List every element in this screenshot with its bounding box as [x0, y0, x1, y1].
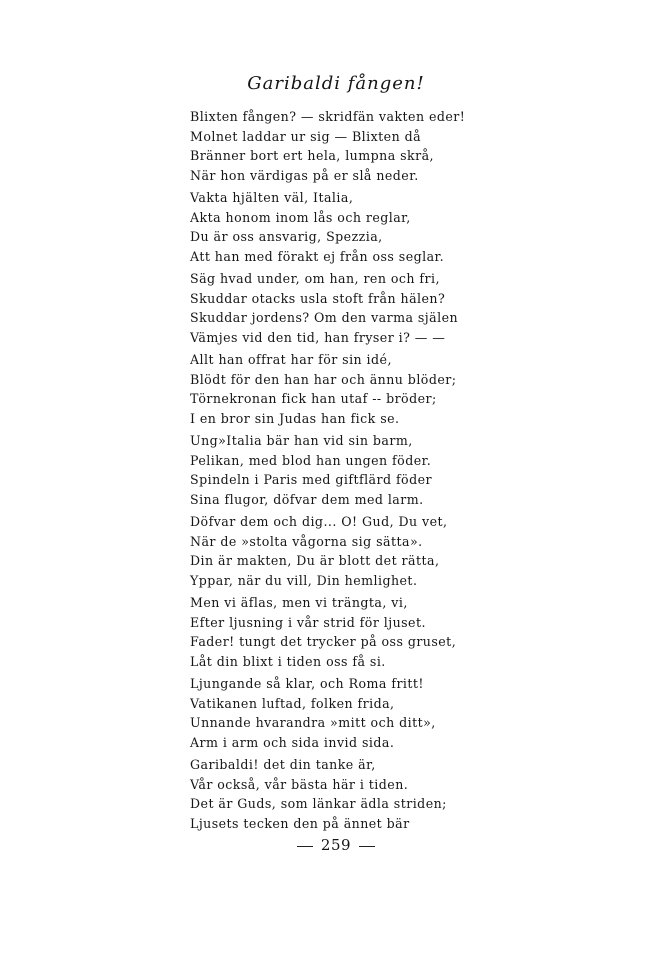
poem-line: Skuddar otacks usla stoft från hälen?: [190, 290, 446, 306]
stanza: [190, 593, 490, 674]
stanza: [190, 674, 490, 755]
poem-line: Unnande hvarandra »mitt och ditt»,: [190, 715, 436, 731]
poem-line: Vår också, vår bästa här i tiden.: [190, 776, 409, 792]
poem-line: Yppar, när du vill, Din hemlighet.: [190, 572, 418, 588]
poem-line: Du är oss ansvarig, Spezzia,: [190, 229, 383, 245]
poem-line: Bränner bort ert hela, lumpna skrå,: [190, 148, 434, 164]
poem-line: När de »stolta vågorna sig sätta».: [190, 533, 423, 549]
poem-line: När hon värdigas på er slå neder.: [190, 167, 419, 183]
poem-line: Döfvar dem och dig... O! Gud, Du vet,: [190, 514, 448, 529]
poem-line: Blödt för den han har och ännu blöder;: [190, 371, 457, 387]
poem-line: Arm i arm och sida invid sida.: [190, 734, 395, 750]
poem-line: Blixten fången? — skridfän vakten eder!: [190, 109, 466, 124]
poem-line: Pelikan, med blod han ungen föder.: [190, 452, 432, 468]
poem-line: Allt han offrat har för sin idé,: [190, 352, 392, 367]
poem-line: Sina flugor, döfvar dem med larm.: [190, 491, 424, 507]
stanza: [190, 269, 490, 350]
stanza: [190, 107, 490, 188]
stanza: [190, 188, 490, 269]
stanza: [190, 755, 490, 836]
page-number: [0, 834, 672, 856]
poem-line: Ljungande så klar, och Roma fritt!: [190, 676, 424, 691]
stanza: [190, 512, 490, 593]
poem-line: Låt din blixt i tiden oss få si.: [190, 653, 386, 669]
poem-line: Vatikanen luftad, folken frida,: [190, 695, 395, 711]
poem-line: Skuddar jordens? Om den varma själen: [190, 310, 459, 326]
poem-line: Det är Guds, som länkar ädla striden;: [190, 796, 447, 812]
poem-line: Din är makten, Du är blott det rätta,: [190, 553, 440, 569]
poem-line: Vämjes vid den tid, han fryser i? — —: [190, 329, 446, 345]
page-number-dash-left: [297, 846, 313, 847]
poem-body: [190, 107, 490, 836]
poem-line: Molnet laddar ur sig — Blixten då: [190, 128, 422, 144]
poem-line: Fader! tungt det trycker på oss gruset,: [190, 634, 457, 650]
poem-line: Törnekronan fick han utaf -- bröder;: [190, 391, 437, 407]
poem-line: Garibaldi! det din tanke är,: [190, 757, 376, 772]
poem-line: Säg hvad under, om han, ren och fri,: [190, 271, 440, 286]
poem-line: Ljusets tecken den på ännet bär: [190, 815, 410, 831]
poem-line: Att han med förakt ej från oss seglar.: [190, 248, 445, 264]
poem-line: Spindeln i Paris med giftflärd föder: [190, 472, 432, 488]
poem-line: Vakta hjälten väl, Italia,: [190, 190, 354, 205]
poem-line: I en bror sin Judas han fick se.: [190, 410, 400, 426]
poem-title: Garibaldi fången!: [247, 73, 425, 94]
page-number-dash-right: [359, 846, 375, 847]
stanza: [190, 431, 490, 512]
poem-line: Men vi äflas, men vi trängta, vi,: [190, 595, 408, 610]
poem-line: Ung»Italia bär han vid sin barm,: [190, 433, 413, 448]
page-number-value: 259: [320, 836, 352, 854]
poem-line: Efter ljusning i vår strid för ljuset.: [190, 614, 426, 630]
stanza: [190, 350, 490, 431]
poem-line: Akta honom inom lås och reglar,: [190, 209, 411, 225]
